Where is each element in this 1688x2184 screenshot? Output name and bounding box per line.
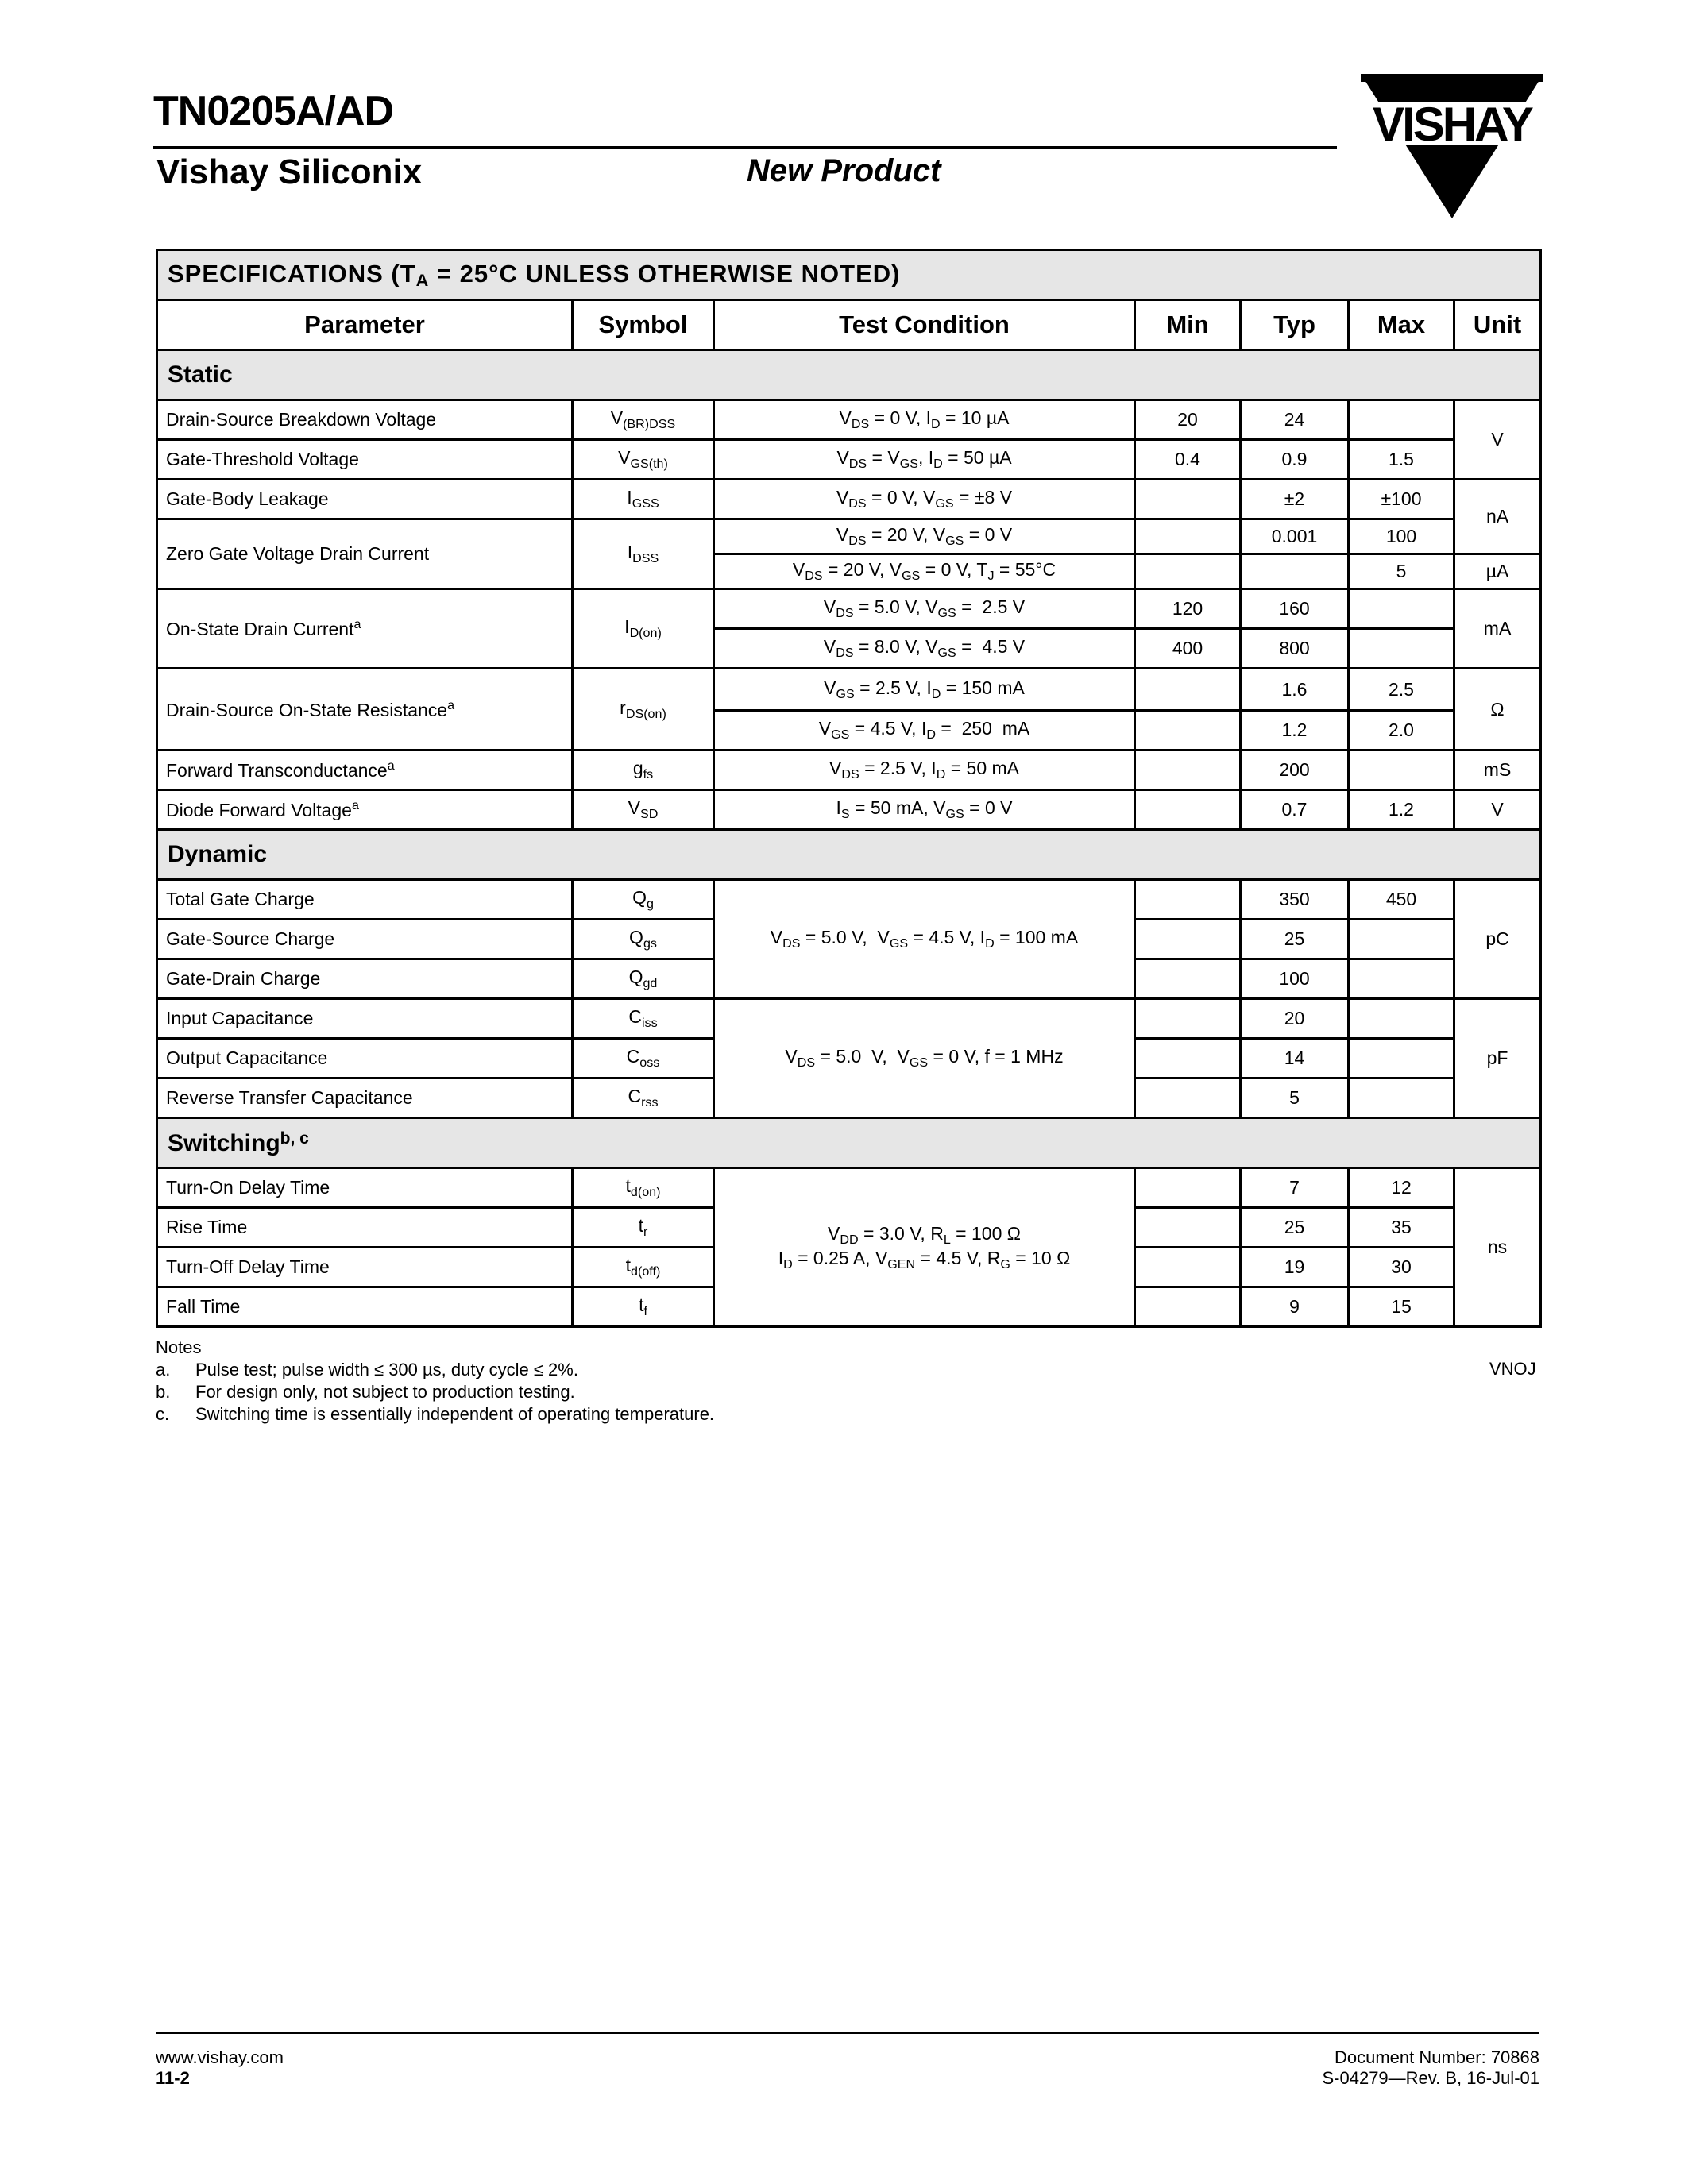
test-condition: $V_{DS} = 5.0$ V, $V_{GS} = 2.5$ V <box>714 589 1135 629</box>
symbol: $I_{D(on)}$ <box>573 589 714 669</box>
logo-text: VISHAY <box>1373 98 1532 151</box>
table-row: Fall Time $t_f$ 9 15 <box>157 1287 1541 1327</box>
test-condition: $V_{DS} = 20$ V, $V_{GS} = 0$ V, $T_J = 55^\circ C$ <box>714 554 1135 589</box>
symbol: $C_{oss}$ <box>573 1039 714 1078</box>
test-condition: $V_{DS} = 8.0$ V, $V_{GS} = 4.5$ V <box>714 629 1135 669</box>
section-dynamic: Dynamic <box>157 830 1541 880</box>
col-header-typ: Typ <box>1241 300 1349 350</box>
page-number: 11-2 <box>156 2068 190 2088</box>
symbol: $I_{DSS}$ <box>573 519 714 589</box>
symbol: $Q_{gs}$ <box>573 920 714 959</box>
test-condition: $V_{GS} = 4.5$ V, $I_D = 250$ mA <box>714 711 1135 751</box>
test-condition: $V_{DS} = 0$ V, $V_{GS} = \pm 8$ V <box>714 480 1135 519</box>
test-condition: $I_S = 50$ mA, $V_{GS} = 0$ V <box>714 790 1135 830</box>
symbol: $Q_{gd}$ <box>573 959 714 999</box>
table-row: Drain-Source Breakdown Voltage $V_{(BR)DSS}$ $V_{DS} = 0$ V, $I_D = 10$ µA 20 24 V <box>157 400 1541 440</box>
test-condition: $V_{DS} = 5.0$ V, $V_{GS} = 4.5$ V, $I_D = 100$ mA <box>714 880 1135 999</box>
table-row: $V_{DS} = 20$ V, $V_{GS} = 0$ V, $T_J = 55^\circ C$ 5 µA <box>157 554 1541 589</box>
symbol: $V_{(BR)DSS}$ <box>573 400 714 440</box>
table-row: Zero Gate Voltage Drain Current $I_{DSS}$ $V_{DS} = 20$ V, $V_{GS} = 0$ V 0.001 100 <box>157 519 1541 554</box>
col-header-unit: Unit <box>1454 300 1541 350</box>
table-row: Output Capacitance $C_{oss}$ 14 <box>157 1039 1541 1078</box>
test-condition: $V_{DS} = 5.0$ V, $V_{GS} = 0$ V, f = 1 MHz <box>714 999 1135 1118</box>
symbol: $Q_g$ <box>573 880 714 920</box>
col-header-max: Max <box>1349 300 1454 350</box>
table-row: Gate-Drain Charge $Q_{gd}$ 100 <box>157 959 1541 999</box>
footer-rule <box>156 2032 1539 2034</box>
header-rule <box>153 146 1337 149</box>
table-title: SPECIFICATIONS ($T_A = 25^\circ C$ UNLESS OTHERWISE NOTED) <box>157 250 1541 300</box>
test-condition: $V_{DS} = 2.5$ V, $I_D = 50$ mA <box>714 751 1135 790</box>
symbol: $C_{rss}$ <box>573 1078 714 1118</box>
col-header-min: Min <box>1135 300 1241 350</box>
note-item: c. Switching time is essentially independent of operating temperature. <box>156 1404 715 1424</box>
table-row: Gate-Source Charge $Q_{gs}$ 25 <box>157 920 1541 959</box>
document-number: Document Number: 70868 <box>1334 2047 1539 2067</box>
website-link[interactable]: www.vishay.com <box>156 2047 284 2067</box>
symbol: $t_r$ <box>573 1208 714 1248</box>
symbol: $C_{iss}$ <box>573 999 714 1039</box>
symbol: $V_{GS(th)}$ <box>573 440 714 480</box>
table-row: Turn-On Delay Time $t_{d(on)}$ $V_{DD} = 3.0$ V, $R_L = 100$ Ω $I_D = 0.25$ A, $V_{GEN} = 4.5$ V, $R_G = 10$ Ω 7 12 ns <box>157 1168 1541 1208</box>
test-condition: $V_{DS} = V_{GS}$, $I_D = 50$ µA <box>714 440 1135 480</box>
table-row: $V_{GS} = 4.5$ V, $I_D = 250$ mA 1.2 2.0 <box>157 711 1541 751</box>
section-static: Static <box>157 350 1541 400</box>
table-row: Drain-Source On-State Resistance$^a$ $r_{DS(on)}$ $V_{GS} = 2.5$ V, $I_D = 150$ mA 1.6 2.5 Ω <box>157 669 1541 711</box>
table-row: On-State Drain Current$^a$ $I_{D(on)}$ $V_{DS} = 5.0$ V, $V_{GS} = 2.5$ V 120 160 mA <box>157 589 1541 629</box>
table-row: Gate-Threshold Voltage $V_{GS(th)}$ $V_{DS} = V_{GS}$, $I_D = 50$ µA 0.4 0.9 1.5 <box>157 440 1541 480</box>
symbol: $r_{DS(on)}$ <box>573 669 714 751</box>
note-item: a. Pulse test; pulse width ≤ 300 µs, duty cycle ≤ 2%. <box>156 1360 578 1379</box>
note-item: b. For design only, not subject to production testing. <box>156 1382 575 1402</box>
symbol: $t_{d(off)}$ <box>573 1248 714 1287</box>
symbol: $t_{d(on)}$ <box>573 1168 714 1208</box>
vishay-logo <box>1361 74 1543 218</box>
table-row: Total Gate Charge $Q_g$ $V_{DS} = 5.0$ V, $V_{GS} = 4.5$ V, $I_D = 100$ mA 350 450 pC <box>157 880 1541 920</box>
test-condition: $V_{DD} = 3.0$ V, $R_L = 100$ Ω $I_D = 0.25$ A, $V_{GEN} = 4.5$ V, $R_G = 10$ Ω <box>714 1168 1135 1327</box>
test-condition: $V_{DS} = 20$ V, $V_{GS} = 0$ V <box>714 519 1135 554</box>
table-row: Rise Time $t_r$ 25 35 <box>157 1208 1541 1248</box>
test-condition: $V_{GS} = 2.5$ V, $I_D = 150$ mA <box>714 669 1135 711</box>
notes-section <box>156 1337 714 1426</box>
table-row: Input Capacitance $C_{iss}$ $V_{DS} = 5.0$ V, $V_{GS} = 0$ V, f = 1 MHz 20 pF <box>157 999 1541 1039</box>
table-row: Gate-Body Leakage $I_{GSS}$ $V_{DS} = 0$ V, $V_{GS} = \pm 8$ V ±2 ±100 nA <box>157 480 1541 519</box>
revision-info: S-04279—Rev. B, 16-Jul-01 <box>1322 2068 1539 2088</box>
new-product-tag: New Product <box>747 153 941 188</box>
notes-heading: Notes <box>156 1337 202 1357</box>
table-row: Diode Forward Voltage$^a$ $V_{SD}$ $I_S = 50$ mA, $V_{GS} = 0$ V 0.7 1.2 V <box>157 790 1541 830</box>
symbol: $g_{fs}$ <box>573 751 714 790</box>
symbol: $t_f$ <box>573 1287 714 1327</box>
table-row: Forward Transconductance$^a$ $g_{fs}$ $V_{DS} = 2.5$ V, $I_D = 50$ mA 200 mS <box>157 751 1541 790</box>
reference-code: VNOJ <box>1489 1359 1536 1379</box>
table-row: Turn-Off Delay Time $t_{d(off)}$ 19 30 <box>157 1248 1541 1287</box>
table-row: Reverse Transfer Capacitance $C_{rss}$ 5 <box>157 1078 1541 1118</box>
symbol: $I_{GSS}$ <box>573 480 714 519</box>
section-switching: Switching$^{b, c}$ <box>157 1118 1541 1168</box>
symbol: $V_{SD}$ <box>573 790 714 830</box>
table-row: $V_{DS} = 8.0$ V, $V_{GS} = 4.5$ V 400 800 <box>157 629 1541 669</box>
document-title: TN0205A/AD <box>153 88 394 134</box>
specifications-table <box>156 249 1542 1328</box>
col-header-parameter: Parameter <box>157 300 573 350</box>
col-header-symbol: Symbol <box>573 300 714 350</box>
test-condition: $V_{DS} = 0$ V, $I_D = 10$ µA <box>714 400 1135 440</box>
company-name: Vishay Siliconix <box>156 152 423 191</box>
col-header-test-condition: Test Condition <box>714 300 1135 350</box>
